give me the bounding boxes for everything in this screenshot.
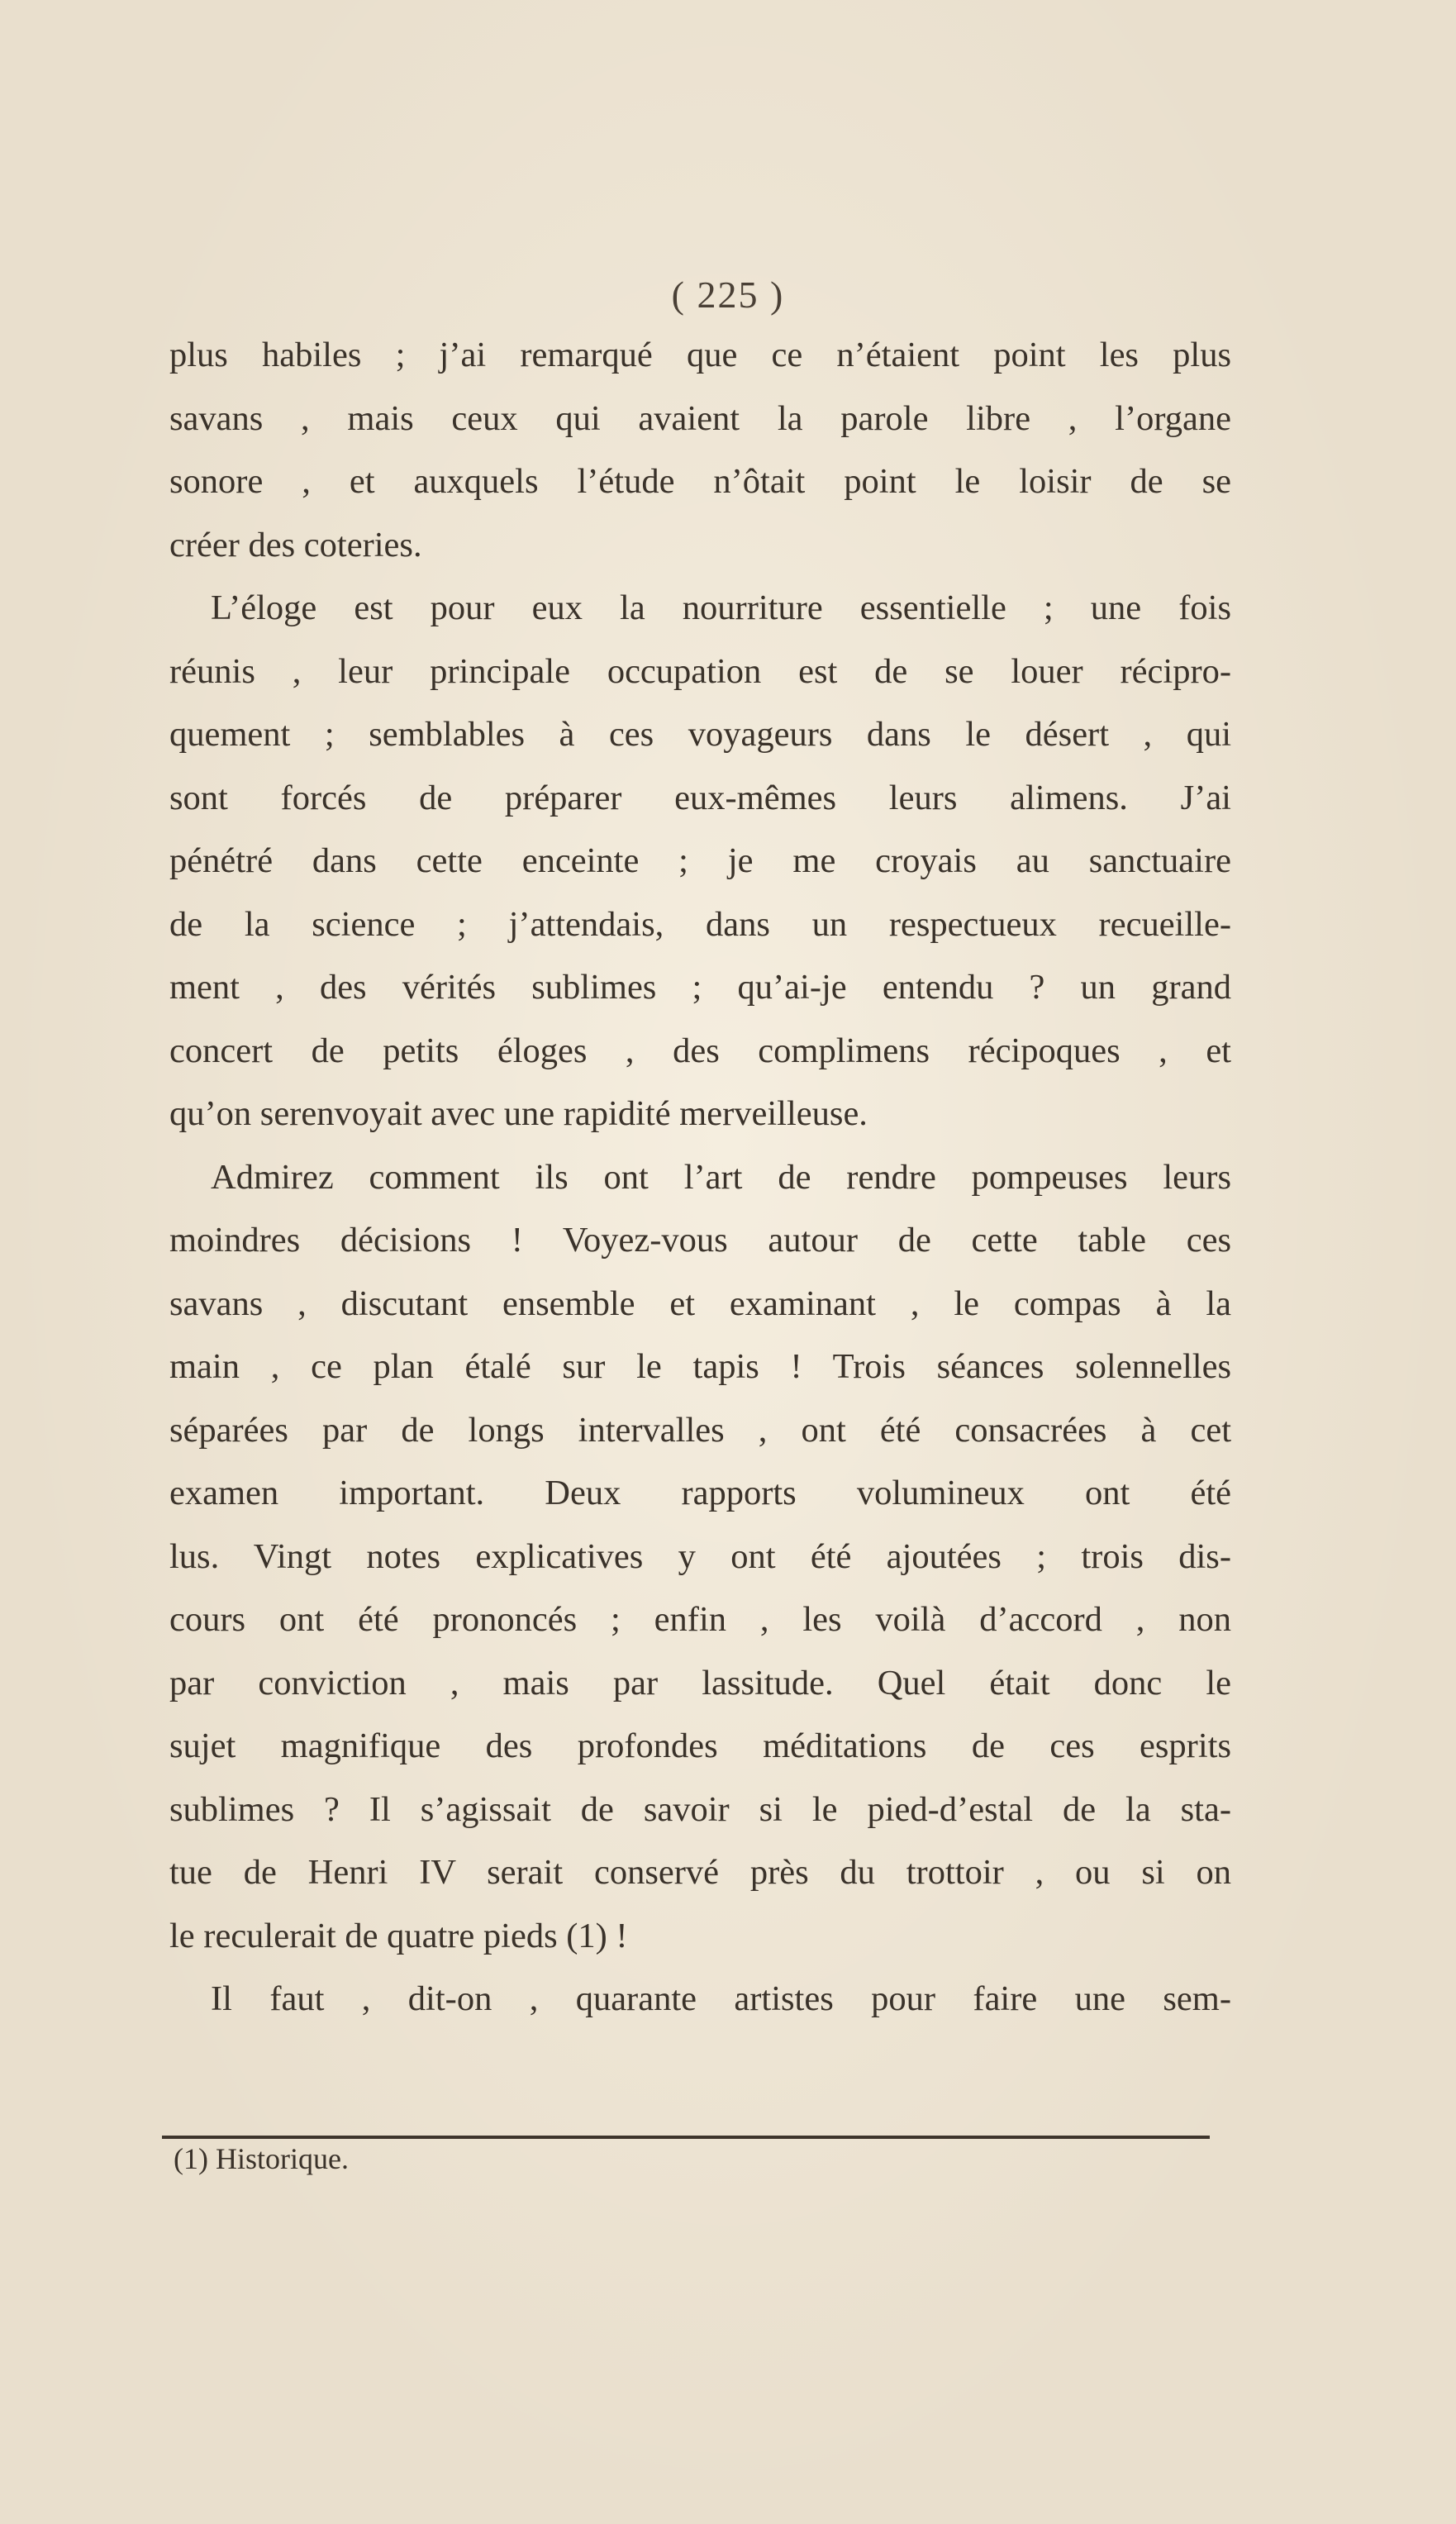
text-line: par conviction , mais par lassitude. Quel était donc le — [169, 1663, 1231, 1703]
text-line: pénétré dans cette enceinte ; je me croyais au sanctuaire — [169, 841, 1231, 880]
text-line: moindres décisions ! Voyez-vous autour de cette table ces — [169, 1221, 1231, 1260]
body-text — [169, 324, 1231, 2031]
text-line: qu’on serenvoyait avec une rapidité merveilleuse. — [169, 1094, 868, 1133]
text-line: plus habiles ; j’ai remarqué que ce n’étaient point les plus — [169, 336, 1231, 374]
paragraph-start-line: Il faut , dit-on , quarante artistes pour faire une sem- — [211, 1979, 1231, 2018]
text-line: ment , des vérités sublimes ; qu’ai-je entendu ? un grand — [169, 968, 1231, 1007]
text-line: sublimes ? Il s’agissait de savoir si le pied-d’estal de la sta- — [169, 1789, 1231, 1829]
text-line: savans , mais ceux qui avaient la parole libre , l’organe — [169, 398, 1231, 438]
footnote-rule — [162, 2136, 1210, 2139]
text-line: tue de Henri IV serait conservé près du trottoir , ou si on — [169, 1853, 1231, 1892]
text-line: sujet magnifique des profondes méditations de ces esprits — [169, 1726, 1231, 1765]
text-line: quement ; semblables à ces voyageurs dans le désert , qui — [169, 715, 1231, 754]
text-line: lus. Vingt notes explicatives y ont été ajoutées ; trois dis- — [169, 1536, 1231, 1576]
text-line: main , ce plan étalé sur le tapis ! Trois séances solennelles — [169, 1347, 1231, 1386]
text-line: créer des coteries. — [169, 525, 422, 564]
text-line: réunis , leur principale occupation est de se louer récipro- — [169, 651, 1231, 691]
text-line: savans , discutant ensemble et examinant , le compas à la — [169, 1283, 1231, 1323]
text-line: le reculerait de quatre pieds (1) ! — [169, 1916, 628, 1955]
paragraph-start-line: Admirez comment ils ont l’art de rendre pompeuses leurs — [211, 1157, 1231, 1197]
paragraph-start-line: L’éloge est pour eux la nourriture essentielle ; une fois — [211, 588, 1231, 627]
footnote: (1) Historique. — [174, 2142, 349, 2175]
text-line: concert de petits éloges , des complimens récipoques , et — [169, 1031, 1231, 1070]
text-line: sont forcés de préparer eux-mêmes leurs alimens. J’ai — [169, 778, 1231, 817]
page-number: ( 225 ) — [671, 274, 785, 316]
text-line: cours ont été prononcés ; enfin , les voilà d’accord , non — [169, 1600, 1231, 1639]
text-line: séparées par de longs intervalles , ont été consacrées à cet — [169, 1410, 1231, 1450]
text-line: examen important. Deux rapports volumineux ont été — [169, 1474, 1231, 1512]
text-line: sonore , et auxquels l’étude n’ôtait point le loisir de se — [169, 462, 1231, 501]
text-line: de la science ; j’attendais, dans un respectueux recueille- — [169, 904, 1231, 944]
